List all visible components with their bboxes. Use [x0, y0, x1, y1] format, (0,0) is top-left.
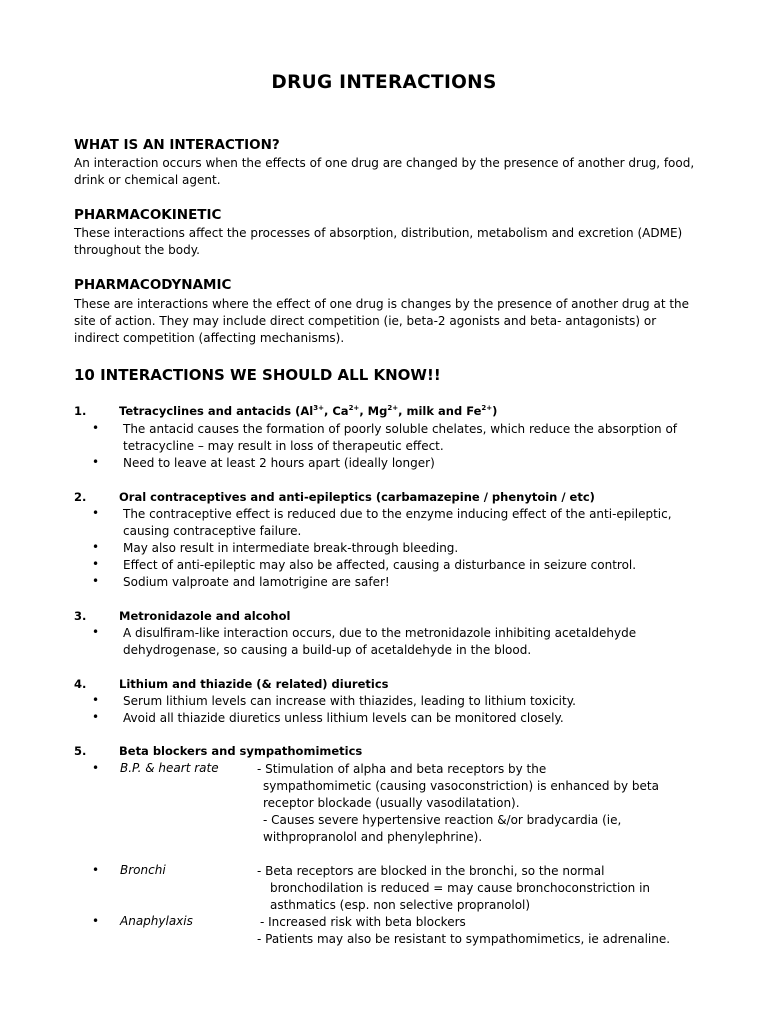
section-heading-interaction: WHAT IS AN INTERACTION? [74, 137, 280, 153]
row-detail-bp-heart-rate: - Stimulation of alpha and beta receptors by the sympathomimetic (causing vasoconstriction) is enhanced by beta receptor blockade (usually vasodilatation). - Causes severe hypertensive reaction &/or bradycardia (ie, withpropranolol and phenylephrine). [257, 762, 659, 844]
list-item: The contraceptive effect is reduced due to the enzyme inducing effect of the anti-epileptic, causing contraceptive failure. [123, 507, 672, 538]
list-item: A disulfiram-like interaction occurs, due to the metronidazole inhibiting acetaldehyde dehydrogenase, so causing a build-up of acetaldehyde in the blood. [123, 626, 637, 657]
item-3-number: 3. [74, 609, 87, 623]
section-text-pharmacokinetic: These interactions affect the processes of absorption, distribution, metabolism and excretion (ADME) throughout the body. [74, 226, 683, 257]
item-1-number: 1. [74, 404, 87, 418]
item-5-title: Beta blockers and sympathomimetics [119, 744, 363, 758]
bullet-icon: • [92, 421, 100, 435]
bullet-icon: • [92, 540, 100, 554]
list-item: Sodium valproate and lamotrigine are safer! [123, 575, 390, 589]
bullet-icon: • [92, 506, 100, 520]
list-heading: 10 INTERACTIONS WE SHOULD ALL KNOW!! [74, 366, 441, 384]
bullet-icon: • [92, 710, 100, 724]
bullet-icon: • [92, 761, 100, 775]
row-label-bp-heart-rate: B.P. & heart rate [120, 761, 219, 775]
bullet-icon: • [92, 574, 100, 588]
item-4-title: Lithium and thiazide (& related) diuretics [119, 677, 389, 691]
list-item: Effect of anti-epileptic may also be affected, causing a disturbance in seizure control. [123, 558, 637, 572]
item-2-number: 2. [74, 490, 87, 504]
list-item: Need to leave at least 2 hours apart (ideally longer) [123, 456, 435, 470]
list-item: The antacid causes the formation of poorly soluble chelates, which reduce the absorption of tetracycline – may result in loss of therapeutic effect. [123, 422, 678, 453]
section-text-interaction: An interaction occurs when the effects of one drug are changed by the presence of another drug, food, drink or chemical agent. [74, 156, 695, 187]
item-1-title: Tetracyclines and antacids ($Al^{3+}$, $Ca^{2+}$, $Mg^{2+}$, milk and $Fe^{2+}$) [119, 404, 498, 418]
list-item: Serum lithium levels can increase with thiazides, leading to lithium toxicity. [123, 694, 576, 708]
row-label-bronchi: Bronchi [120, 863, 166, 877]
item-5-number: 5. [74, 744, 87, 758]
item-3-title: Metronidazole and alcohol [119, 609, 291, 623]
item-4-number: 4. [74, 677, 87, 691]
row-detail-bronchi: - Beta receptors are blocked in the bronchi, so the normal bronchodilation is reduced = may cause bronchoconstriction in asthmatics (esp. non selective propranolol) [257, 864, 651, 912]
bullet-icon: • [92, 557, 100, 571]
row-label-anaphylaxis: Anaphylaxis [120, 914, 193, 928]
bullet-icon: • [92, 863, 100, 877]
section-heading-pharmacokinetic: PHARMACOKINETIC [74, 207, 222, 223]
item-2-title: Oral contraceptives and anti-epileptics (carbamazepine / phenytoin / etc) [119, 490, 595, 504]
bullet-icon: • [92, 625, 100, 639]
page-title: DRUG INTERACTIONS [271, 72, 497, 93]
bullet-icon: • [92, 455, 100, 469]
bullet-icon: • [92, 693, 100, 707]
list-item: Avoid all thiazide diuretics unless lithium levels can be monitored closely. [123, 711, 564, 725]
list-item: May also result in intermediate break-through bleeding. [123, 541, 459, 555]
section-heading-pharmacodynamic: PHARMACODYNAMIC [74, 277, 232, 293]
section-text-pharmacodynamic: These are interactions where the effect of one drug is changes by the presence of another drug at the site of action. They may include direct competition (ie, beta-2 agonists and beta- antagonists) or indirect competition (affecting mechanisms). [74, 297, 690, 345]
bullet-icon: • [92, 914, 100, 928]
row-detail-anaphylaxis: - Increased risk with beta blockers - Patients may also be resistant to sympathomimetics, ie adrenaline. [257, 915, 671, 946]
